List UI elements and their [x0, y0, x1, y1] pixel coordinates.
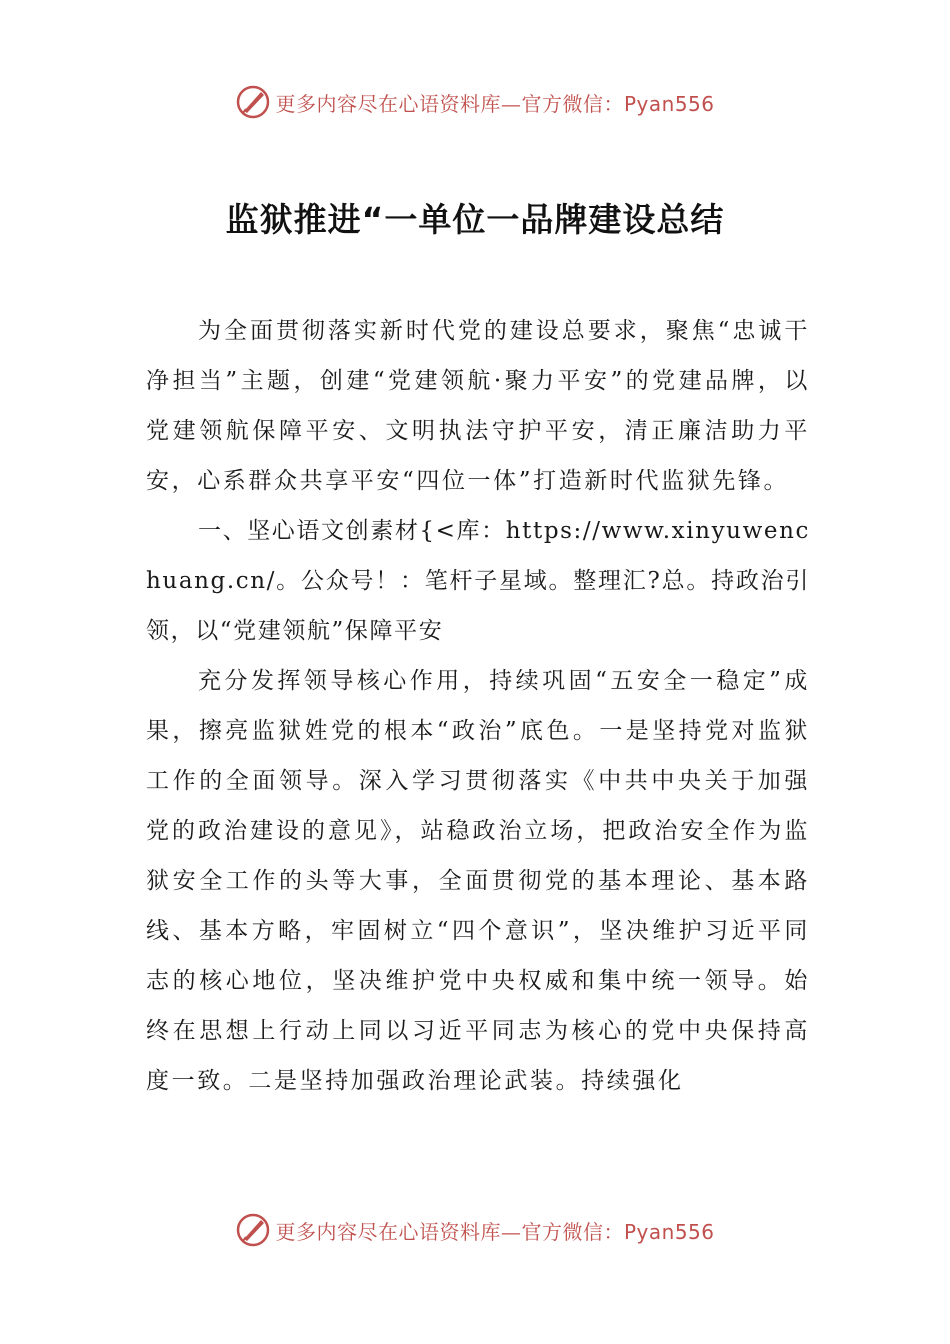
- watermark-separator: —: [500, 1219, 522, 1244]
- quill-pen-logo-icon: [235, 1212, 271, 1248]
- watermark-separator: —: [500, 91, 522, 116]
- watermark-text: [275, 88, 714, 117]
- watermark-wechat-id: Pyan556: [623, 1219, 715, 1244]
- footer-watermark-banner: [0, 1210, 950, 1250]
- watermark-wechat-id: Pyan556: [623, 91, 715, 116]
- watermark-official-label: 官方微信：: [521, 1219, 624, 1244]
- watermark-brand: 更多内容尽在心语资料库: [275, 1219, 501, 1244]
- paragraph-intro: 为全面贯彻落实新时代党的建设总要求，聚焦“忠诚干净担当”主题，创建“党建领航·聚力平安”的党建品牌，以党建领航保障平安、文明执法守护平安，清正廉洁助力平安，心系群众共享平安“四位一体”打造新时代监狱先锋。: [146, 318, 810, 494]
- paragraph-section-body: 充分发挥领导核心作用，持续巩固“五安全一稳定”成果，擦亮监狱姓党的根本“政治”底色。一是坚持党对监狱工作的全面领导。深入学习贯彻落实《中共中央关于加强党的政治建设的意见》，站稳政治立场，把政治安全作为监狱安全工作的头等大事，全面贯彻党的基本理论、基本路线、基本方略，牢固树立“四个意识”，坚决维护习近平同志的核心地位，坚决维护党中央权威和集中统一领导。始终在思想上行动上同以习近平同志为核心的党中央保持高度一致。二是坚持加强政治理论武装。持续强化: [146, 668, 810, 1094]
- paragraph-section-heading: 一、坚心语文创素材{<库：https://www.xinyuwenchuang.cn/。公众号！：笔杆子星域。整理汇?总。持政治引领，以“党建领航”保障平安: [146, 518, 810, 644]
- quill-pen-logo-icon: [235, 84, 271, 120]
- watermark-official-label: 官方微信：: [521, 91, 624, 116]
- watermark-brand: 更多内容尽在心语资料库: [275, 91, 501, 116]
- document-body: [146, 306, 810, 1106]
- watermark-text: [275, 1216, 714, 1245]
- document-title: 监狱推进“一单位一品牌建设总结: [225, 200, 725, 240]
- header-watermark-banner: [0, 82, 950, 122]
